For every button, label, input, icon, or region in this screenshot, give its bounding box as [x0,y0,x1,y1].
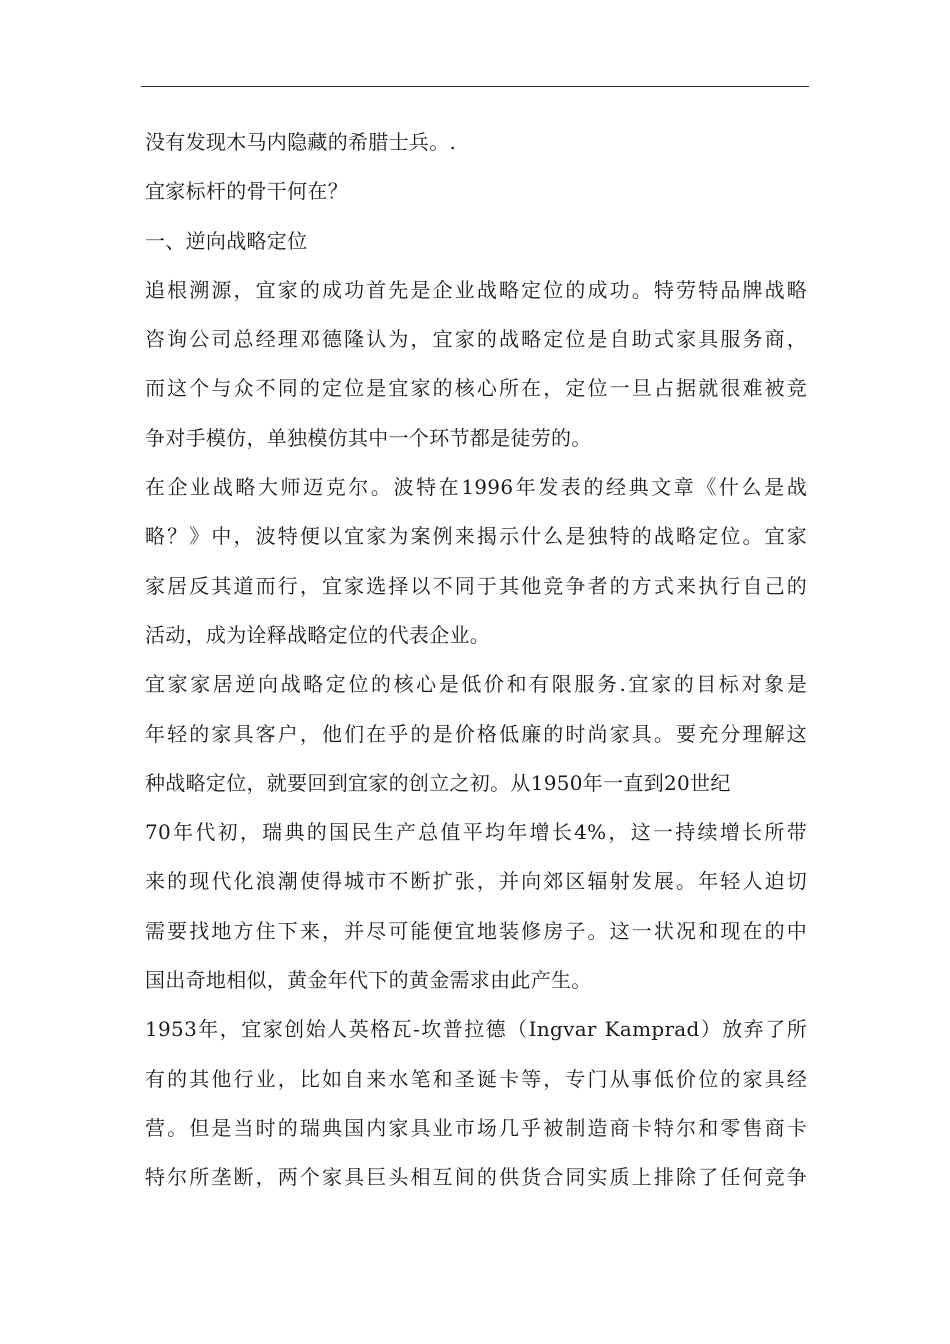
text-line: 国出奇地相似，黄金年代下的黄金需求由此产生。 [145,968,592,993]
text-line: 咨询公司总经理邓德隆认为，宜家的战略定位是自助式家具服务商， [145,327,807,352]
section-question: 宜家标杆的骨干何在？ [145,179,348,204]
text-line: 在企业战略大师迈克尔。波特在1996年发表的经典文章《什么是战 [145,475,807,500]
text-line: 家居反其道而行，宜家选择以不同于其他竞争者的方式来执行自己的 [145,573,807,598]
text-line: 追根溯源，宜家的成功首先是企业战略定位的成功。特劳特品牌战略 [145,277,807,302]
text-line: 营。但是当时的瑞典国内家具业市场几乎被制造商卡特尔和零售商卡 [145,1115,807,1140]
document-body [145,118,807,1203]
text-line: 需要找地方住下来，并尽可能便宜地装修房子。这一状况和现在的中 [145,918,807,943]
text-line: 种战略定位，就要回到宜家的创立之初。从1950年一直到20世纪 [145,770,731,795]
text-line: 70年代初，瑞典的国民生产总值平均年增长4%，这一持续增长所带 [145,820,807,845]
header-rule [141,86,809,87]
text-line: 特尔所垄断，两个家具巨头相互间的供货合同实质上排除了任何竞争 [145,1165,807,1190]
text-line: 而这个与众不同的定位是宜家的核心所在，定位一旦占据就很难被竞 [145,376,807,401]
text-line: 活动，成为诠释战略定位的代表企业。 [145,622,491,647]
text-line: 争对手模仿，单独模仿其中一个环节都是徒劳的。 [145,425,592,450]
text-line: 1953年，宜家创始人英格瓦-坎普拉德（Ingvar Kamprad）放弃了所 [145,1017,807,1042]
text-line: 来的现代化浪潮使得城市不断扩张，并向郊区辐射发展。年轻人迫切 [145,869,807,894]
text-line: 略？》中，波特便以宜家为案例来揭示什么是独特的战略定位。宜家 [145,524,807,549]
text-line: 年轻的家具客户，他们在乎的是价格低廉的时尚家具。要充分理解这 [145,721,807,746]
text-line: 宜家家居逆向战略定位的核心是低价和有限服务.宜家的目标对象是 [145,672,807,697]
section-heading: 一、逆向战略定位 [145,228,308,253]
text-line: 有的其他行业，比如自来水笔和圣诞卡等，专门从事低价位的家具经 [145,1066,807,1091]
text-line: 没有发现木马内隐藏的希腊士兵。. [145,130,457,154]
